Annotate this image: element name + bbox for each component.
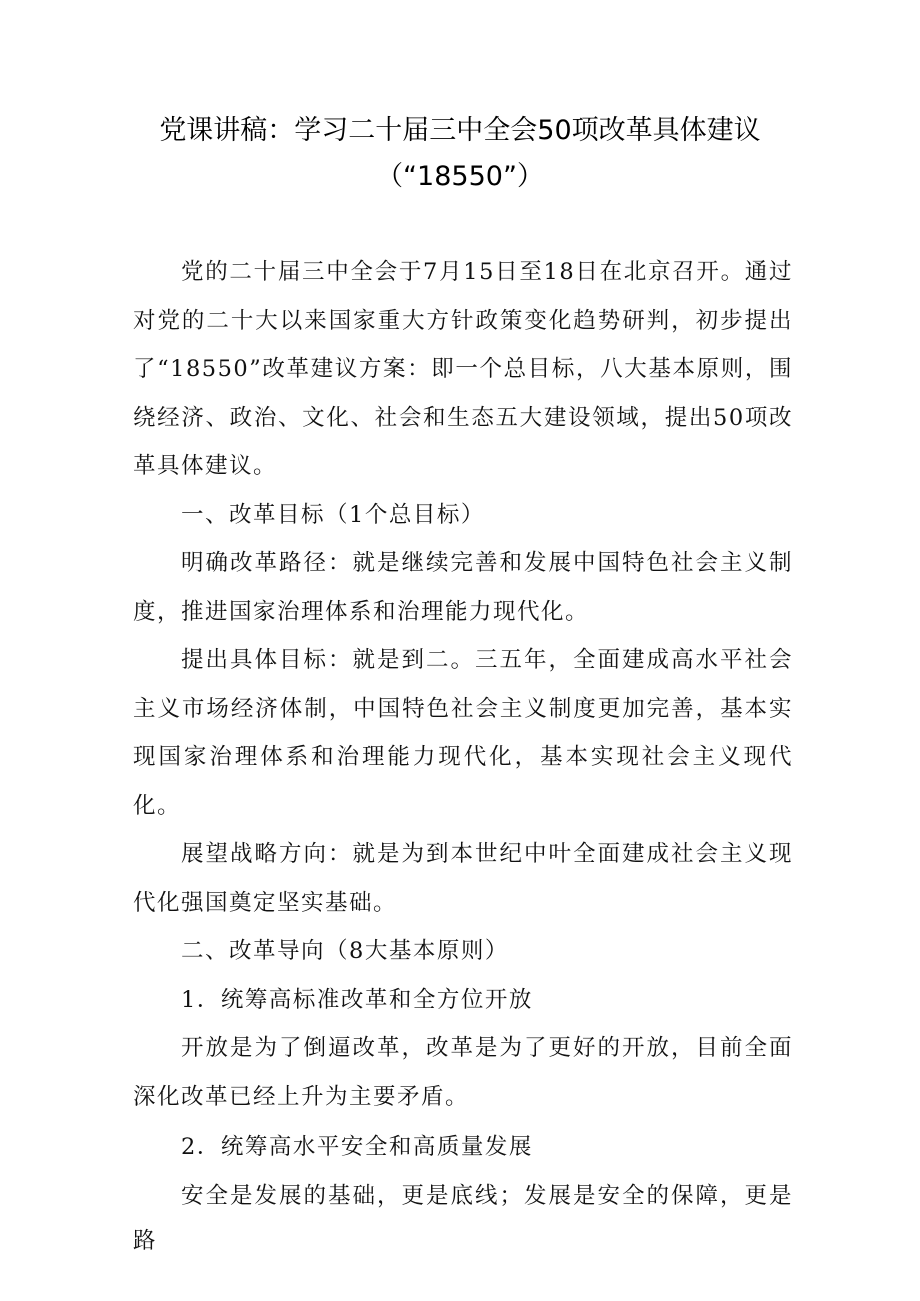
principle-2-text: 安全是发展的基础，更是底线；发展是安全的保障，更是路: [133, 1183, 793, 1254]
document-body: [133, 248, 793, 1264]
principle-heading-1: 1．统筹高标准改革和全方位开放: [181, 986, 533, 1013]
section-heading-goal: 一、改革目标（1个总目标）: [181, 501, 485, 528]
intro-paragraph: 党的二十届三中全会于7月15日至18日在北京召开。通过对党的二十大以来国家重大方针政策变化趋势研判，初步提出了“18550”改革建议方案：即一个总目标，八大基本原则，围绕经济、政治、文化、社会和生态五大建设领域，提出50项改革具体建议。: [133, 259, 793, 479]
paragraph-specific-goal: 提出具体目标：就是到二。三五年，全面建成高水平社会主义市场经济体制，中国特色社会主义制度更加完善，基本实现国家治理体系和治理能力现代化，基本实现社会主义现代化。: [133, 647, 793, 819]
paragraph-strategic-direction: 展望战略方向：就是为到本世纪中叶全面建成社会主义现代化强国奠定坚实基础。: [133, 841, 793, 916]
document-title: 党课讲稿：学习二十届三中全会50项改革具体建议: [159, 115, 761, 146]
paragraph-reform-path: 明确改革路径：就是继续完善和发展中国特色社会主义制度，推进国家治理体系和治理能力现代化。: [133, 550, 793, 625]
document-title-subtitle: （“18550”）: [376, 161, 544, 192]
section-heading-orientation: 二、改革导向（8大基本原则）: [181, 938, 509, 964]
principle-1-text: 开放是为了倒逼改革，改革是为了更好的开放，目前全面深化改革已经上升为主要矛盾。: [133, 1035, 793, 1110]
principle-heading-2: 2．统筹高水平安全和高质量发展: [181, 1134, 533, 1160]
